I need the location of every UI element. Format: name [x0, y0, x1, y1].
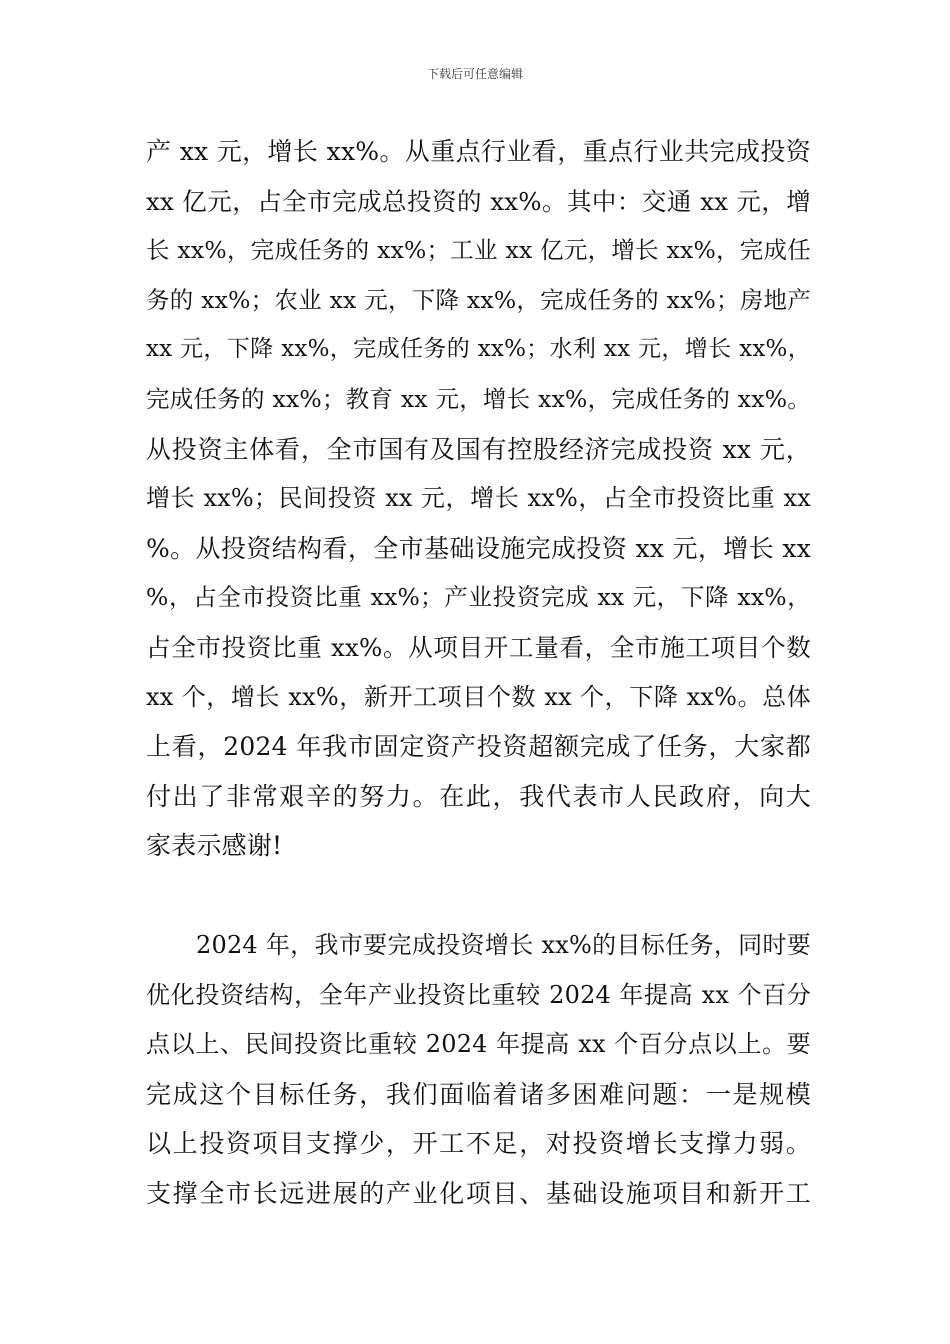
text-line: 优化投资结构，全年产业投资比重较 2024 年提高 xx 个百分	[146, 980, 811, 1009]
text-line: 增长 xx%；民间投资 xx 元，增长 xx%，占全市投资比重 xx	[146, 484, 811, 513]
text-line: 2024 年，我市要完成投资增长 xx%的目标任务，同时要	[196, 930, 811, 959]
text-line: 点以上、民间投资比重较 2024 年提高 xx 个百分点以上。要	[146, 1030, 811, 1059]
text-line: xx 元，下降 xx%，完成任务的 xx%；水利 xx 元，增长 xx%，	[146, 336, 811, 363]
text-line: 以上投资项目支撑少，开工不足，对投资增长支撑力弱。	[146, 1129, 811, 1159]
text-line: 付出了非常艰辛的努力。在此，我代表市人民政府，向大	[146, 781, 811, 811]
document-body	[146, 127, 811, 1218]
paragraph-spacer	[146, 871, 811, 921]
paragraph-2	[146, 921, 811, 1219]
text-line: xx 亿元，占全市完成总投资的 xx%。其中：交通 xx 元，增	[146, 186, 811, 216]
text-line: 支撑全市长远进展的产业化项目、基础设施项目和新开工	[146, 1178, 811, 1208]
text-line: xx 个，增长 xx%，新开工项目个数 xx 个，下降 xx%。总体	[146, 682, 811, 711]
text-line: %。从投资结构看，全市基础设施完成投资 xx 元，增长 xx	[146, 533, 811, 563]
text-line: 完成任务的 xx%；教育 xx 元，增长 xx%，完成任务的 xx%。	[146, 384, 811, 413]
text-line: 务的 xx%；农业 xx 元，下降 xx%，完成任务的 xx%；房地产	[146, 285, 811, 314]
text-line: %，占全市投资比重 xx%；产业投资完成 xx 元，下降 xx%，	[146, 583, 811, 612]
text-line: 家表示感谢!	[146, 831, 283, 861]
paragraph-1	[146, 127, 811, 871]
text-line: 占全市投资比重 xx%。从项目开工量看，全市施工项目个数	[146, 632, 811, 662]
text-line: 上看，2024 年我市固定资产投资超额完成了任务，大家都	[146, 732, 811, 762]
page-header: 下载后可任意编辑	[426, 67, 523, 81]
text-line: 产 xx 元，增长 xx%。从重点行业看，重点行业共完成投资	[146, 137, 811, 166]
text-line: 完成这个目标任务，我们面临着诸多困难问题：一是规模	[146, 1079, 811, 1109]
text-line: 长 xx%，完成任务的 xx%；工业 xx 亿元，增长 xx%，完成任	[146, 236, 811, 265]
text-line: 从投资主体看，全市国有及国有控股经济完成投资 xx 元，	[146, 434, 811, 464]
